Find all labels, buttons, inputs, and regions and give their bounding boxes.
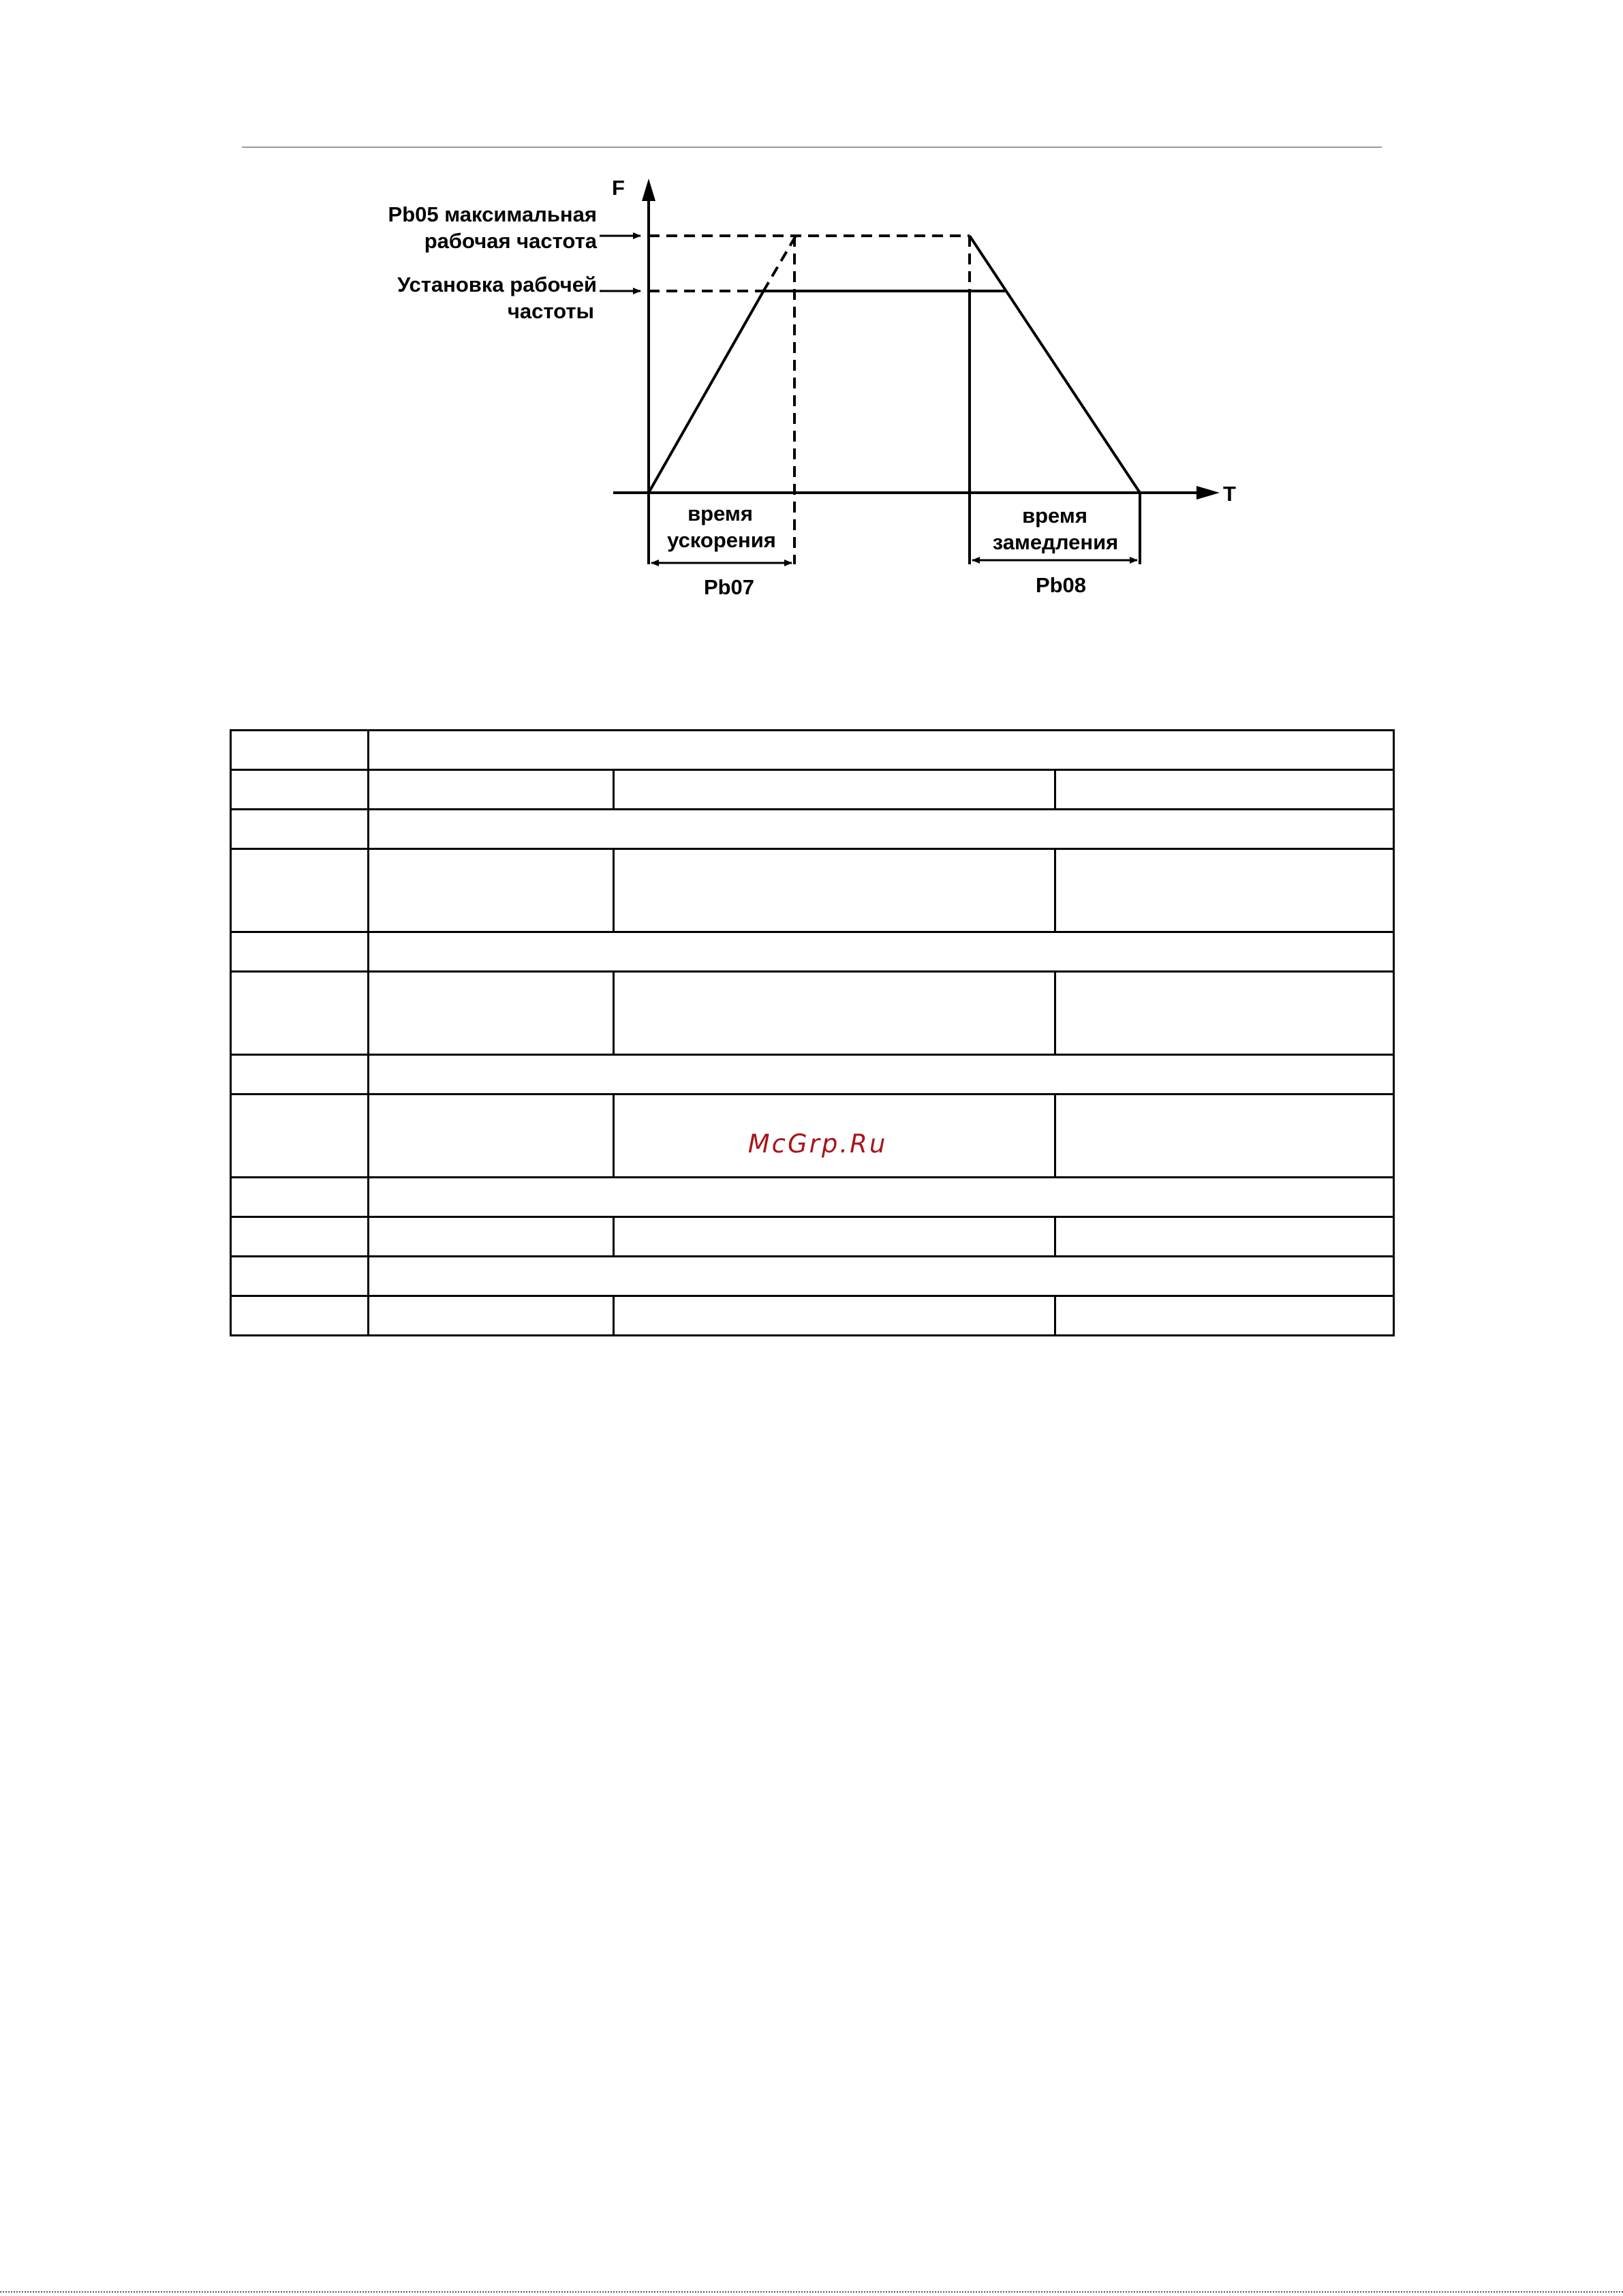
table-cell [614,1217,1055,1257]
table-row [231,1257,1394,1296]
table-cell [369,932,1394,972]
parameter-table [230,729,1395,1336]
accel-dashed-extension [763,236,796,292]
table-cell [614,1296,1055,1336]
max-freq-label-2: рабочая частота [424,229,597,253]
table-cell [1055,1217,1394,1257]
table-row [231,1217,1394,1257]
accel-label-1: время [687,502,753,525]
table-cell [1055,972,1394,1055]
parameter-table-container [230,729,1393,1336]
table-cell [369,1055,1394,1095]
table-cell [369,1095,614,1178]
table-cell [231,1055,369,1095]
table-row [231,731,1394,770]
table-cell [231,1217,369,1257]
table-cell [231,1095,369,1178]
table-cell [369,1178,1394,1217]
table-cell [369,1217,614,1257]
y-axis-label: F [612,176,625,200]
y-axis-arrowhead [642,179,655,201]
x-axis-label: T [1223,482,1236,506]
table-cell [369,972,614,1055]
accel-decel-diagram [0,0,1623,613]
table-cell [231,1296,369,1336]
table-cell [1055,849,1394,932]
table-row [231,972,1394,1055]
table-cell [231,932,369,972]
decel-ramp [970,236,1140,493]
table-cell [369,1257,1394,1296]
decel-label-1: время [1022,504,1087,527]
footer-rule [0,2291,1623,2293]
table-row [231,1178,1394,1217]
table-cell [369,770,614,810]
accel-param-label: Pb07 [703,575,755,599]
x-axis-arrowhead [1196,486,1220,500]
table-row [231,1296,1394,1336]
set-freq-label-2: частоты [507,299,594,323]
table-row [231,770,1394,810]
table-cell [369,810,1394,849]
decel-label-2: замедления [992,530,1119,554]
table-cell [231,810,369,849]
table-row [231,849,1394,932]
table-cell [231,1257,369,1296]
table-cell [1055,770,1394,810]
accel-ramp [649,292,763,493]
table-cell [369,731,1394,770]
decel-param-label: Pb08 [1035,573,1087,597]
table-cell [1055,1296,1394,1336]
table-cell [614,972,1055,1055]
table-cell [1055,1095,1394,1178]
table-cell [231,731,369,770]
accel-label-2: ускорения [667,528,776,552]
watermark-text: McGrp.Ru [747,1129,888,1159]
max-freq-label-1: Pb05 максимальная [388,202,597,226]
table-cell [231,770,369,810]
table-cell [231,849,369,932]
table-row [231,1055,1394,1095]
table-cell [369,849,614,932]
table-cell [614,849,1055,932]
table-row [231,932,1394,972]
table-cell [231,972,369,1055]
table-cell [369,1296,614,1336]
set-freq-label-1: Установка рабочей [397,273,597,296]
table-cell [614,770,1055,810]
table-row [231,810,1394,849]
table-cell [231,1178,369,1217]
